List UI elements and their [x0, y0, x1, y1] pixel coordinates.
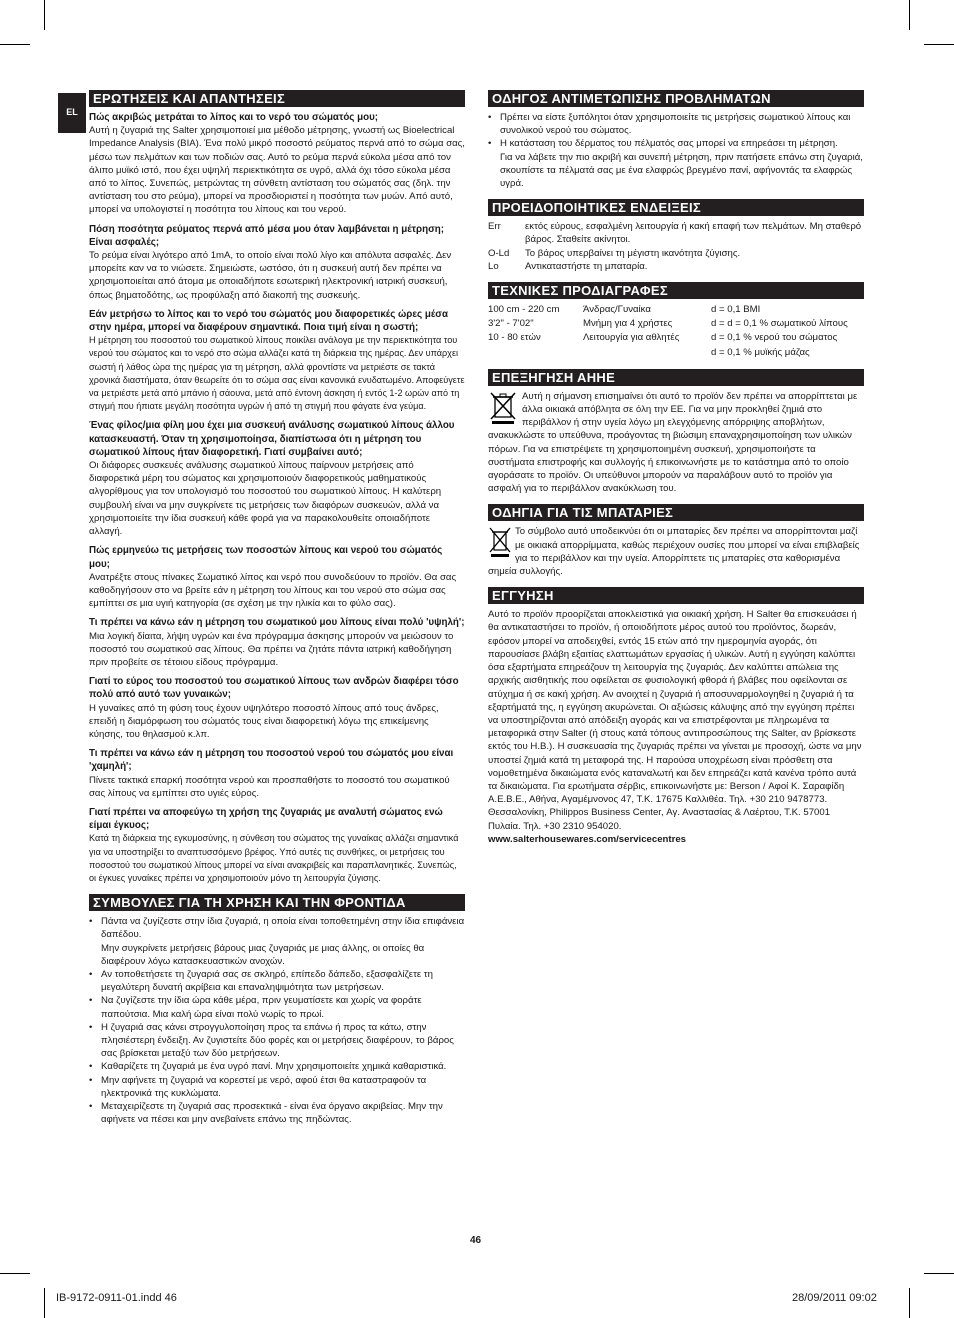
spec-row: 10 - 80 ετών Λειτουργία για αθλητές d = 0,1 % νερού του σώματος: [488, 332, 838, 344]
crop-mark: [44, 0, 45, 30]
warnings-table: [488, 220, 864, 273]
faq-question: Τι πρέπει να κάνω εάν η μέτρηση του σωματικού μου λίπους είναι πολύ 'υψηλή';: [89, 617, 465, 629]
faq-heading: ΕΡΩΤΗΣΕΙΣ ΚΑΙ ΑΠΑΝΤΗΣΕΙΣ: [89, 90, 465, 107]
faq-question: Γιατί πρέπει να αποφεύγω τη χρήση της ζυγαριάς με αναλυτή σώματος ενώ είμαι έγκυος;: [89, 806, 443, 832]
warning-row: O-Ld Το βάρος υπερβαίνει τη μέγιστη ικανότητα ζύγισης.: [488, 247, 741, 259]
page-number: 46: [470, 1235, 482, 1246]
crop-mark: [44, 1288, 45, 1318]
battery-section: [488, 525, 864, 578]
right-column: [488, 90, 864, 846]
faq-answer: Το ρεύμα είναι λιγότερο από 1mA, το οποίο είναι πολύ λίγο και απόλυτα ασφαλές. Δεν μπορείτε καν να το νιώσετε. Σημειώστε, ωστόσο, ότι η συσκευή αυτή δεν πρέπει να χρησιμοποιείται από άτομα με οποιαδήποτε εσωτερική ηλεκτρονική ιατρική συσκευή, όπως βηματοδότης, ως προφύλαξη από διακοπή της συσκευής.: [89, 250, 452, 301]
crop-mark: [909, 1288, 910, 1318]
crossed-bin-icon: [488, 391, 518, 425]
faq-question: Πώς ερμηνεύω τις μετρήσεις των ποσοστών λίπους και νερού του σώματός μου;: [89, 545, 443, 570]
warranty-heading: ΕΓΓΥΗΣΗ: [488, 587, 864, 604]
faq-answer: Οι διάφορες συσκευές ανάλυσης σωματικού λίπους παίρνουν μετρήσεις από διαφορετικά μέρη του σώματος και χρησιμοποιούν διαφορετικούς μαθηματικούς αλγορίθμους για τον υπολογισμό του ποσοστού του σωματικού λίπους. Η καλύτερη συμβουλή είναι να μην συγκρίνετε τις μετρήσεις των διαφόρων συσκευών, αλλά να χρησιμοποιείτε την ίδια συσκευή κάθε φορά για να παρακολουθείτε οποιαδήποτε αλλαγή.: [89, 460, 442, 538]
warranty-text: Αυτό το προϊόν προορίζεται αποκλειστικά για οικιακή χρήση. Η Salter θα επισκευάσει ή θα αντικαταστήσει το προϊόν, ή οποιοδήποτε μέρος αυτού του προϊόντος, δωρεάν, εφόσον μπορεί να αποδειχθεί, εντός 15 ετών από την ημερομηνία αγοράς, ότι παρουσίασε βλάβη εξαιτίας ελαττωμάτων εργασίας ή υλικών. Αυτή η εγγύηση καλύπτει όσα εξαρτήματα επηρεάζουν τη λειτουργία της ζυγαριάς. Δεν καλύπτει απώλεια της αρχικής αισθητικής που οφείλεται σε φυσιολογική φθορά ή βλάβες που οφείλονται σε ατύχημα ή σε κακή χρήση. Αν ανοιχτεί η ζυγαριά ή αποσυναρμολογηθεί η ζυγαριά ή τα εξαρτήματά της, η εγγύηση ακυρώνεται. Οι αξιώσεις κάλυψης από την εγγύηση πρέπει να υποστηρίζονται από απόδειξη αγοράς και να επιστρέφονται με πληρωμένα τα μεταφορικά στην Salter (ή στους κατά τόπους αντιπροσώπους της Salter, αν βρίσκεστε εκτός του Η.Β.). Η συσκευασία της ζυγαριάς πρέπει να γίνεται με προσοχή, ώστε να μην υποστεί ζημιά κατά τη μεταφορά της. Η παρούσα υποχρέωση είναι πρόσθετη στα νομοθετημένα δικαιώματα ενός καταναλωτή και δεν επηρεάζει κατά κανένα τρόπο αυτά τα δικαιώματα. Για ερωτήματα σέρβις, επικοινωνήστε με: Berson / Αφοί Κ. Σαραφίδη Α.Ε.Β.Ε., Αθήνα, Αγαμέμνονος 47, Τ.Κ. 17675 Καλλιθέα. Τηλ. +30 210 9478773. Θεσσαλονίκη, Philippos Business Center, Αγ. Αναστασίας & Λαέρτου, Τ.Κ. 57001 Πυλαία. Τηλ. +30 2310 954020.: [488, 609, 862, 832]
specifications-table: [488, 303, 864, 360]
list-item: • Πρέπει να είστε ξυπόλητοι όταν χρησιμοποιείτε τις μετρήσεις σωματικού λίπους και συνολικού νερού του σώματος.: [500, 111, 864, 137]
list-item: • Η ζυγαριά σας κάνει στρογγυλοποίηση προς τα επάνω ή προς τα κάτω, στην πλησιέστερη ένδειξη. Αν ζυγιστείτε δύο φορές και οι μετρήσεις διαφέρουν, το βάρος σας βρίσκεται μεταξύ των δύο μετρήσεων.: [101, 1021, 465, 1061]
faq-answer: Η μέτρηση του ποσοστού του σωματικού λίπους ποικίλει ανάλογα με την περιεκτικότητα του νερού του σώματος και το νερό στο σώμα αλλάζει κατά τη διάρκεια της ημέρας. Δεν υπάρχει σωστή ή λάθος ώρα της ημέρας για τη μέτρηση, αλλά φροντίστε να μετριέστε σε τακτά χρονικά διαστήματα, όταν θεωρείτε ότι το σώμα σας είναι κανονικά ενυδατωμένο. Αποφεύγετε να μετριέστε μετά από μπάνιο ή σάουνα, μετά από έντονη άσκηση ή εντός 1-2 ωρών από τη στιγμή που ήπιατε μεγάλη ποσότητα υγρών ή από τη στιγμή που φάγατε ένα γεύμα.: [89, 335, 465, 412]
crossed-bin-icon: [488, 526, 512, 558]
print-date: 28/09/2011 09:02: [792, 1292, 877, 1304]
list-item: • Πάντα να ζυγίζεστε στην ίδια ζυγαριά, η οποία είναι τοποθετημένη στην ίδια επιφάνεια δαπέδου. Μην συγκρίνετε μετρήσεις βάρους μιας ζυγαριάς με μιας άλλης, οι οποίες θα διαφέρουν λόγω κατασκευαστικών ανοχών.: [101, 915, 465, 968]
battery-heading: ΟΔΗΓΙΑ ΓΙΑ ΤΙΣ ΜΠΑΤΑΡΙΕΣ: [488, 504, 864, 521]
faq-answer: Πίνετε τακτικά επαρκή ποσότητα νερού και προσπαθήστε το ποσοστό του σωματικού σας λίπους να εμπίπτει στο υγιές εύρος.: [89, 774, 450, 799]
troubleshooting-heading: ΟΔΗΓΟΣ ΑΝΤΙΜΕΤΩΠΙΣΗΣ ΠΡΟΒΛΗΜΑΤΩΝ: [488, 90, 864, 107]
weee-text: Αυτή η σήμανση επισημαίνει ότι αυτό το προϊόν δεν πρέπει να απορρίπτεται με άλλα οικιακά απόβλητα σε όλη την ΕΕ. Για να μην προκληθεί ζημιά στο περιβάλλον ή στην υγεία λόγω μη ελεγχόμενης απόρριψης αποβλήτων, ανακυκλώστε το υπεύθυνα, προάγοντας τη βιώσιμη επαναχρησιμοποίηση των υλικών πόρων. Για να επιστρέψετε τη χρησιμοποιημένη συσκευή, χρησιμοποιήστε τα συστήματα επιστροφής και συλλογής ή επικοινωνήστε με το κατάστημα από το οποίο αγοράσατε το προϊόν. Οι υπεύθυνοι μπορούν να παραλάβουν αυτό το προϊόν για ασφαλή για το περιβάλλον ανακύκλωση του.: [488, 390, 858, 495]
file-info: IB-9172-0911-01.indd 46: [56, 1292, 177, 1304]
service-centres-link[interactable]: www.salterhousewares.com/servicecentres: [488, 833, 687, 845]
tips-list: [89, 915, 465, 1126]
list-item: • Μην αφήνετε τη ζυγαριά να κορεστεί με νερό, αφού έτσι θα καταστραφούν τα ηλεκτρονικά της κυκλώματα.: [101, 1074, 465, 1100]
list-item: • Μεταχειρίζεστε τη ζυγαριά σας προσεκτικά - είναι ένα όργανο ακριβείας. Μην την αφήνετε να πέσει και μην ανεβαίνετε επάνω της πηδώντας.: [101, 1100, 465, 1126]
warnings-heading: ΠΡΟΕΙΔΟΠΟΙΗΤΙΚΕΣ ΕΝΔΕΙΞΕΙΣ: [488, 199, 864, 216]
battery-text: Το σύμβολο αυτό υποδεικνύει ότι οι μπαταρίες δεν πρέπει να απορρίπτονται μαζί με οικιακά απορρίμματα, καθώς περιέχουν ουσίες που μπορεί να είναι επιβλαβείς για το περιβάλλον και την υγεία. Απορρίπτετε τις μπαταρίες στα καθορισμένα σημεία συλλογής.: [488, 526, 860, 578]
tips-heading: ΣΥΜΒΟΥΛΕΣ ΓΙΑ ΤΗ ΧΡΗΣΗ ΚΑΙ ΤΗΝ ΦΡΟΝΤΙΔΑ: [89, 894, 465, 911]
faq-list: [89, 111, 465, 885]
spec-row: d = 0,1 % μυϊκής μάζας: [711, 346, 810, 358]
list-item: • Η κατάσταση του δέρματος του πέλματός σας μπορεί να επηρεάσει τη μέτρηση. Για να λάβετε την πιο ακριβή και συνεπή μέτρηση, πριν πατήσετε επάνω στη ζυγαριά, σκουπίστε τα πέλματά σας με ένα ελαφρώς βρεγμένο πανί, αφήνοντάς τα ελαφρώς υγρά.: [500, 137, 864, 190]
left-column: [89, 90, 465, 1126]
faq-answer: Κατά τη διάρκεια της εγκυμοσύνης, η σύνθεση του σώματος της γυναίκας αλλάζει σημαντικά για να υποστηρίξει το αναπτυσσόμενο βρέφος. Υπό αυτές τις συνθήκες, οι μετρήσεις του ποσοστού του σωματικού λίπους μπορεί να είναι ανακριβείς και παραπλανητικές. Συνεπώς, οι έγκυες γυναίκες πρέπει να χρησιμοποιούν μόνο τη λειτουργία ζύγισης.: [89, 833, 459, 883]
spec-row: 100 cm - 220 cm Άνδρας/Γυναίκα d = 0,1 BMI: [488, 304, 761, 316]
faq-question: Πόση ποσότητα ρεύματος περνά από μέσα μου όταν λαμβάνεται η μέτρηση; Είναι ασφαλές;: [89, 223, 445, 248]
faq-answer: Η γυναίκες από τη φύση τους έχουν υψηλότερο ποσοστό λίπους από τους άνδρες, επειδή η διαμόρφωση του σώματός τους είναι διαφορετική λόγω της επικείμενης κύησης, του θηλασμού κ.λπ.: [89, 702, 439, 740]
faq-question: Εάν μετρήσω το λίπος και το νερό του σώματός μου διαφορετικές ώρες μέσα στην ημέρα, μπορεί να διαφέρουν σημαντικά. Ποια τιμή είναι η σωστή;: [89, 308, 448, 334]
crop-mark: [909, 0, 910, 30]
faq-answer: Αυτή η ζυγαριά της Salter χρησιμοποιεί μια μέθοδο μέτρησης, γνωστή ως Bioelectrical Impedance Analysis (BIA). Ένα πολύ μικρό ποσοστό ρεύματος περνά από το σώμα σας, μέσω των πελμάτων και των ποδιών σας. Αυτό το ρεύμα περνά εύκολα μέσα από τον άλιπο μυϊκό ιστό, που έχει υψηλή περιεκτικότητα σε υγρό, αλλά όχι τόσο εύκολα μέσα από το λίπος. Συνεπώς, μετρώντας τη σύνθετη αντίσταση του σώματός σας (δηλ. την αντίσταση του στο ρεύμα), μπορεί να προσδιοριστεί η ποσότητα των μυών. Από αυτό, μπορεί να υπολογιστεί η ποσότητα του λίπους και του νερού.: [89, 125, 465, 216]
weee-heading: ΕΠΕΞΗΓΗΣΗ ΑΗΗΕ: [488, 369, 864, 386]
warning-row: Lo Αντικαταστήστε τη μπαταρία.: [488, 260, 648, 272]
weee-section: [488, 390, 864, 496]
faq-answer: Μια λογική δίαιτα, λήψη υγρών και ένα πρόγραμμα άσκησης μπορούν να μειώσουν το ποσοστό του σωματικού σας λίπους. Θα πρέπει να ζητάτε πάντα ιατρική καθοδήγηση πριν προβείτε σε τέτοιου είδους πρόγραμμα.: [89, 630, 454, 668]
faq-question: Τι πρέπει να κάνω εάν η μέτρηση του ποσοστού νερού του σώματός μου είναι 'χαμηλή';: [89, 748, 454, 773]
list-item: • Να ζυγίζεστε την ίδια ώρα κάθε μέρα, πριν γευματίσετε και χωρίς να φοράτε παπούτσια. Μια καλή ώρα είναι πολύ νωρίς το πρωί.: [101, 994, 465, 1020]
list-item: • Αν τοποθετήσετε τη ζυγαριά σας σε σκληρό, επίπεδο δάπεδο, εξασφαλίζετε τη μεγαλύτερη δυνατή ακρίβεια και επαναληψιμότητα των μετρήσεων.: [101, 968, 465, 994]
spec-row: 3'2" - 7'02" Μνήμη για 4 χρήστες d = d = 0,1 % σωματικού λίπους: [488, 318, 848, 330]
troubleshooting-list: [488, 111, 864, 190]
faq-answer: Ανατρέξτε στους πίνακες Σωματικό λίπος και νερό που συνοδεύουν το προϊόν. Θα σας καθοδηγήσουν στο να βρείτε εάν η μέτρηση του λίπους και του νερού στο σώμα σας εμπίπτει σε μια υγιή κατηγορία (σε σχέση με την ηλικία και το φύλο σας).: [89, 571, 457, 610]
crop-mark: [0, 44, 30, 45]
list-item: • Καθαρίζετε τη ζυγαριά με ένα υγρό πανί. Μην χρησιμοποιείτε χημικά καθαριστικά.: [101, 1060, 465, 1073]
faq-question: Πώς ακριβώς μετράται το λίπος και το νερό του σώματός μου;: [89, 112, 379, 123]
crop-mark: [924, 44, 954, 45]
specifications-heading: ΤΕΧΝΙΚΕΣ ΠΡΟΔΙΑΓΡΑΦΕΣ: [488, 282, 864, 299]
faq-question: Ένας φίλος/μια φίλη μου έχει μια συσκευή ανάλυσης σωματικού λίπους άλλου κατασκευαστή. Όταν τη χρησιμοποίησα, διαπίστωσα ότι η μέτρηση του σωματικού λίπους ήταν διαφορετική. Γιατί συμβαίνει αυτό;: [89, 420, 455, 458]
crop-mark: [924, 1273, 954, 1274]
warning-row: Err εκτός εύρους, εσφαλμένη λειτουργία ή κακή επαφή των πελμάτων. Μη σταθερό βάρος. Σταθείτε ακίνητοι.: [488, 221, 862, 246]
crop-mark: [0, 1273, 30, 1274]
faq-question: Γιατί το εύρος του ποσοστού του σωματικού λίπους των ανδρών διαφέρει τόσο πολύ από αυτό των γυναικών;: [89, 676, 459, 701]
language-tab: EL: [58, 93, 86, 133]
